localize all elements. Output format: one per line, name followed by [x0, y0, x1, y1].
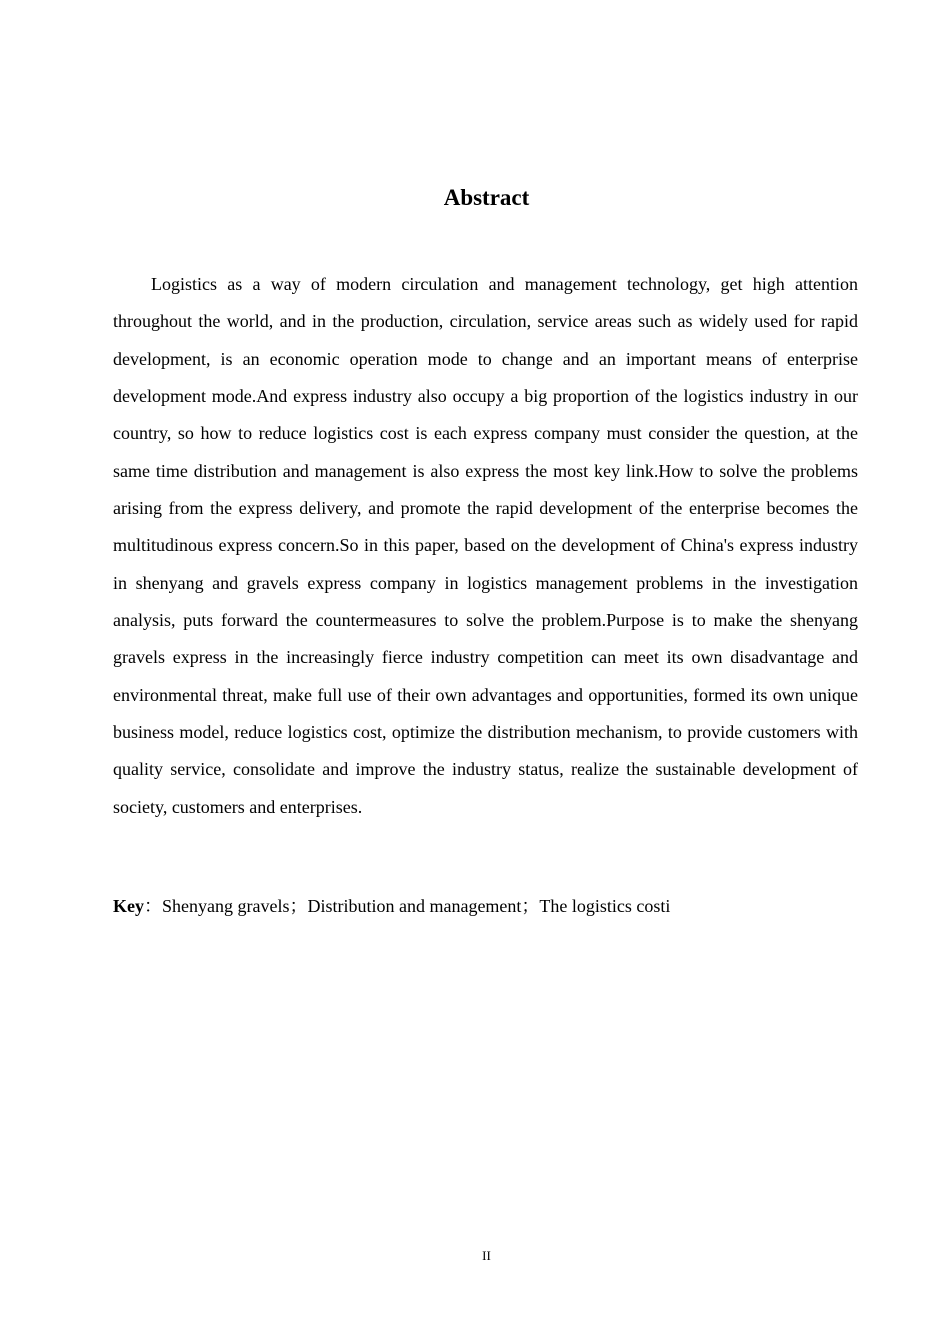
keyword-item: Shenyang gravels: [162, 896, 290, 916]
keyword-item: The logistics costi: [539, 896, 671, 916]
keywords-label: Key: [113, 896, 144, 916]
abstract-title: Abstract: [443, 185, 530, 210]
abstract-body: Logistics as a way of modern circulation and management technology, get high attention throughout the world, and in the production, circulation, service areas such as widely used for rapid development, is an economic operation mode to change and an important means of enterprise development mode.And express industry also occupy a big proportion of the logistics industry in our country, so how to reduce logistics cost is each express company must consider the question, at the same time distribution and management is also express the most key link.How to solve the problems arising from the express delivery, and promote the rapid development of the enterprise becomes the multitudinous express concern.So in this paper, based on the development of China's express industry in shenyang and gravels express company in logistics management problems in the investigation analysis, puts forward the countermeasures to solve the problem.Purpose is to make the shenyang gravels express in the increasingly fierce industry competition can meet its own disadvantage and environmental threat, make full use of their own advantages and opportunities, formed its own unique business model, reduce logistics cost, optimize the distribution mechanism, to provide customers with quality service, consolidate and improve the industry status, realize the sustainable development of society, customers and enterprises.: [113, 274, 858, 817]
keyword-separator: ；: [289, 896, 308, 916]
keywords-line: [113, 888, 858, 924]
keyword-separator: ；: [521, 896, 540, 916]
page-number: II: [482, 1248, 491, 1263]
keywords-label-separator: ：: [144, 896, 162, 916]
keyword-item: Distribution and management: [307, 896, 522, 916]
